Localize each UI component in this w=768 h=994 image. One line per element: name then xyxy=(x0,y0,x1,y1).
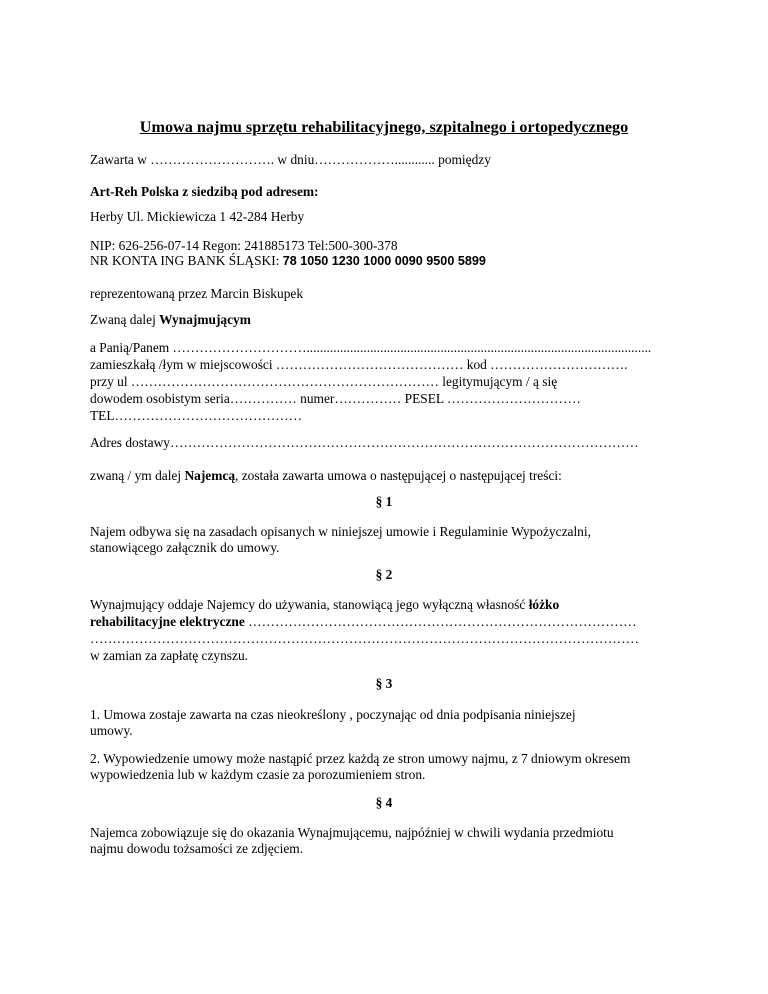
tenant-clause-suffix: , została zawarta umowa o następującej o następującej treści: xyxy=(235,468,562,483)
section-4-line-1: Najemca zobowiązuje się do okazania Wynajmującemu, najpóźniej w chwili wydania przedmiotu xyxy=(90,825,614,840)
company-address: Herby Ul. Mickiewicza 1 42-284 Herby xyxy=(90,209,305,224)
section-2-line-1-text: Wynajmujący oddaje Najemcy do używania, stanowiącą jego wyłączną własność xyxy=(90,597,529,612)
section-2-line-1 xyxy=(90,597,559,613)
company-name-line: Art-Reh Polska z siedzibą pod adresem: xyxy=(90,184,319,199)
tenant-id-line: dowodem osobistym seria…………… numer…………… PESEL ………………………… xyxy=(90,391,581,406)
tenant-phone-line: TEL…………………………………… xyxy=(90,408,303,423)
section-2-line-3: …………………………………………………………………………………………………………… xyxy=(90,631,640,646)
represented-by-line: reprezentowaną przez Marcin Biskupek xyxy=(90,286,304,301)
bank-account-number: 78 1050 1230 1000 0090 9500 5899 xyxy=(282,254,486,268)
section-4-heading: § 4 xyxy=(375,795,393,810)
bank-account-line xyxy=(90,253,486,269)
contract-place-date-line: Zawarta w ………………………. w dniu………………............ pomiędzy xyxy=(90,152,491,167)
section-2-heading: § 2 xyxy=(375,567,393,582)
bank-account-label: NR KONTA ING BANK ŚLĄSKI: xyxy=(90,253,283,268)
section-1-heading: § 1 xyxy=(375,494,393,509)
section-3-p2-line-1: 2. Wypowiedzenie umowy może nastąpić przez każdą ze stron umowy najmu, z 7 dniowym okresem xyxy=(90,751,631,766)
landlord-prefix: Zwaną dalej xyxy=(90,312,160,327)
section-3-p1-line-2: umowy. xyxy=(90,723,133,738)
section-2-item-name-cont: rehabilitacyjne elektryczne xyxy=(90,614,245,629)
tenant-clause-line xyxy=(90,468,562,484)
tenant-clause-prefix: zwaną / ym dalej xyxy=(90,468,185,483)
landlord-designation xyxy=(90,312,251,328)
tenant-street-line: przy ul …………………………………………………………… legitymującym / ą się xyxy=(90,374,558,389)
tenant-residence-line: zamieszkałą /łym w miejscowości …………………………………… kod …………………………. xyxy=(90,357,628,372)
section-3-p2-line-2: wypowiedzenia lub w każdym czasie za porozumieniem stron. xyxy=(90,767,426,782)
section-2-line-2-dots: …………………………………………………………………………… xyxy=(244,614,637,629)
section-3-p1-line-1: 1. Umowa zostaje zawarta na czas nieokreślony , poczynając od dnia podpisania niniejszej xyxy=(90,707,576,722)
tenant-name-line: a Panią/Panem …………………………....................................................................................................... xyxy=(90,340,652,355)
company-nip-regon-tel: NIP: 626-256-07-14 Regon: 241885173 Tel:500-300-378 xyxy=(90,238,398,253)
section-4-line-2: najmu dowodu tożsamości ze zdjęciem. xyxy=(90,841,304,856)
landlord-name: Wynajmującym xyxy=(159,312,251,327)
section-2-line-2 xyxy=(90,614,637,630)
delivery-address-line: Adres dostawy…………………………………………………………………………………………… xyxy=(90,435,639,450)
document-title: Umowa najmu sprzętu rehabilitacyjnego, szpitalnego i ortopedycznego xyxy=(139,118,629,136)
tenant-name: Najemcą xyxy=(184,468,236,483)
section-1-line-1: Najem odbywa się na zasadach opisanych w niniejszej umowie i Regulaminie Wypożyczalni, xyxy=(90,524,591,539)
section-2-line-4: w zamian za zapłatę czynszu. xyxy=(90,648,248,663)
section-2-item-name: łóżko xyxy=(528,597,560,612)
section-1-line-2: stanowiącego załącznik do umowy. xyxy=(90,540,280,555)
section-3-heading: § 3 xyxy=(375,676,393,691)
